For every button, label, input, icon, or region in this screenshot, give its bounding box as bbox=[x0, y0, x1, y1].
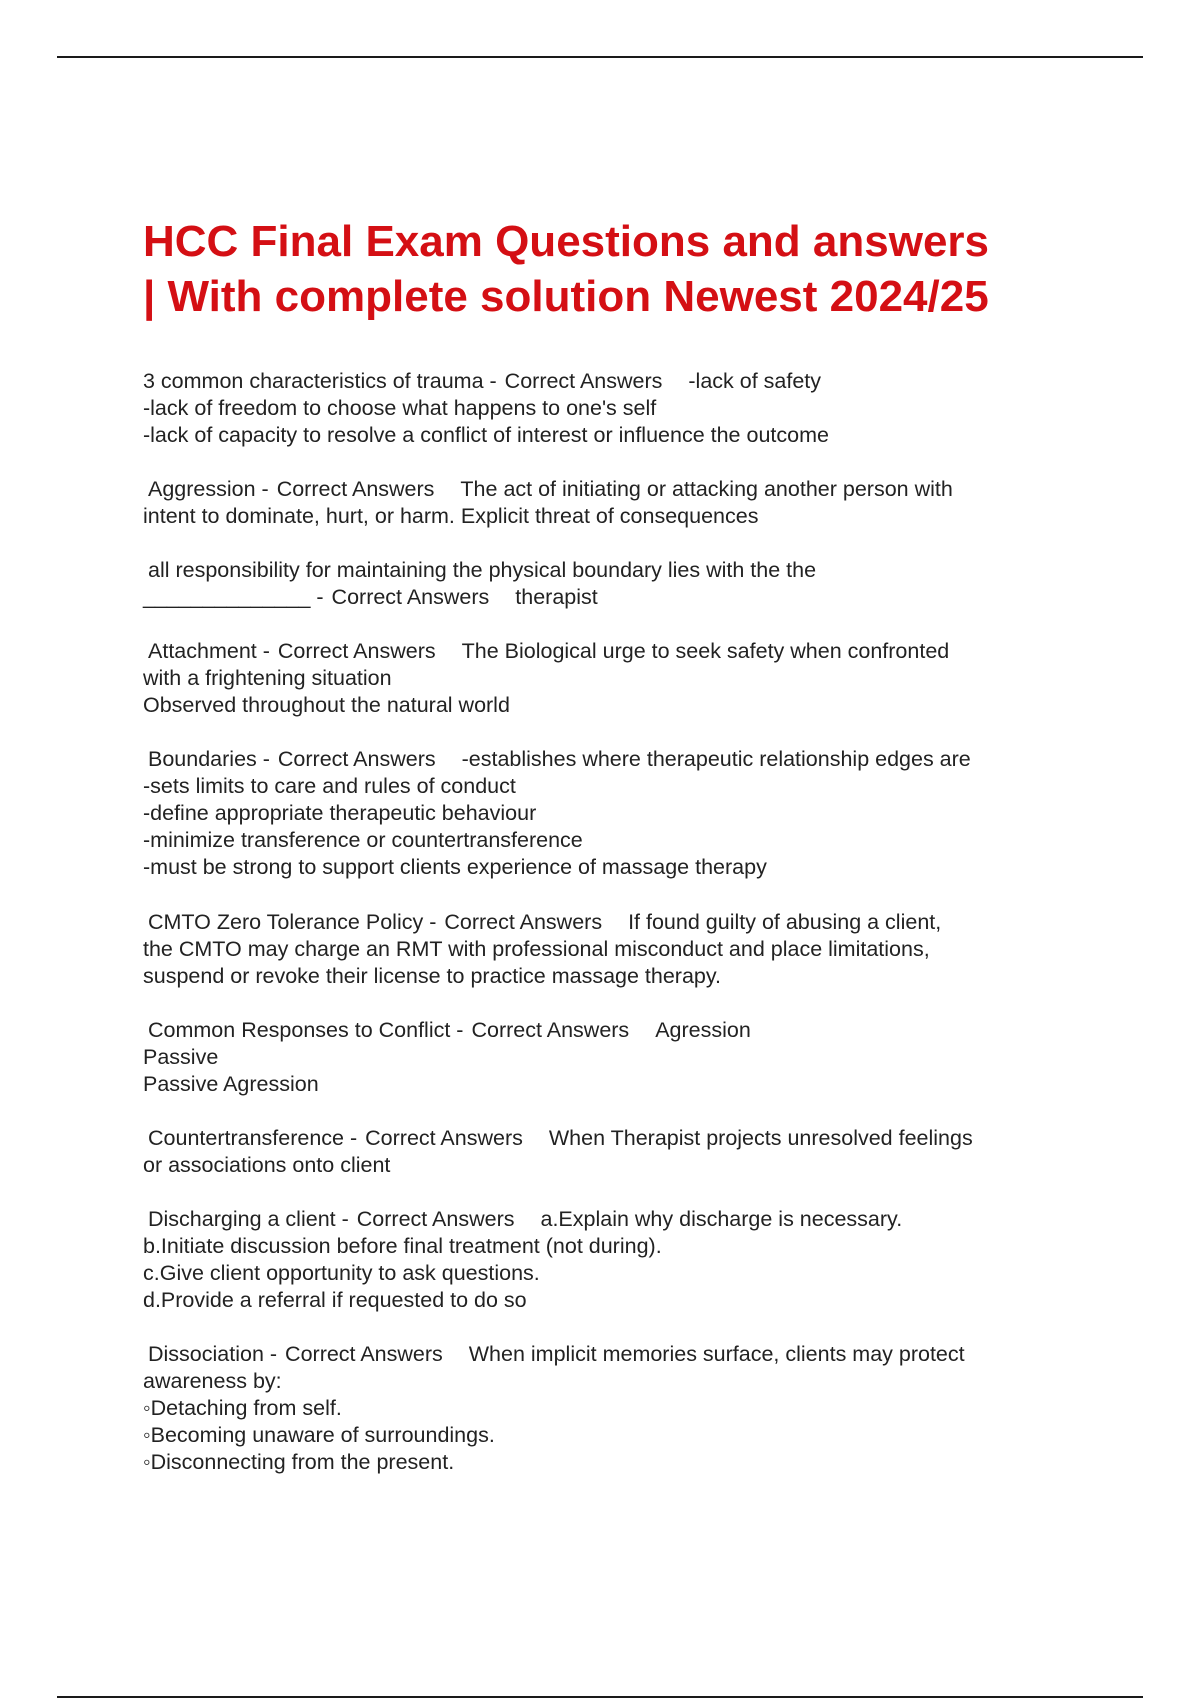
qa-answer-line: -define appropriate therapeutic behaviour bbox=[143, 801, 537, 825]
qa-label: Correct Answers bbox=[444, 910, 603, 934]
qa-entry-aggression bbox=[143, 476, 1083, 530]
qa-term-blank: ______________ - bbox=[143, 585, 324, 609]
qa-first-line bbox=[143, 1206, 1083, 1233]
qa-answer-line: d.Provide a referral if requested to do so bbox=[143, 1288, 527, 1312]
qa-label: Correct Answers bbox=[356, 1207, 515, 1231]
qa-answer-line: -minimize transference or countertransference bbox=[143, 828, 583, 852]
qa-label: Correct Answers bbox=[504, 369, 663, 393]
qa-answer-line: Observed throughout the natural world bbox=[143, 693, 510, 717]
qa-first-line bbox=[143, 909, 1083, 936]
qa-first-line bbox=[143, 1017, 1083, 1044]
qa-answer-line: ◦Becoming unaware of surroundings. bbox=[143, 1423, 495, 1447]
qa-term: Attachment - bbox=[148, 639, 270, 663]
qa-answer-line: b.Initiate discussion before final treatment (not during). bbox=[143, 1234, 662, 1258]
qa-label: Correct Answers bbox=[365, 1126, 523, 1150]
qa-answer-line: the CMTO may charge an RMT with professional misconduct and place limitations, bbox=[143, 937, 930, 961]
qa-term: Aggression - bbox=[148, 477, 269, 501]
qa-term: 3 common characteristics of trauma - bbox=[143, 369, 497, 393]
qa-first-line bbox=[143, 1125, 1083, 1152]
qa-first-line bbox=[143, 1341, 1083, 1368]
qa-term: CMTO Zero Tolerance Policy - bbox=[148, 910, 437, 934]
qa-term: Boundaries - bbox=[148, 747, 270, 771]
qa-answer-line: -establishes where therapeutic relationship edges are bbox=[461, 747, 971, 771]
title-line-2: | With complete solution Newest 2024/25 bbox=[143, 272, 989, 321]
qa-answer-line: Agression bbox=[655, 1018, 751, 1042]
qa-label: Correct Answers bbox=[331, 585, 490, 609]
qa-answer-line: a.Explain why discharge is necessary. bbox=[540, 1207, 903, 1231]
bottom-rule bbox=[57, 1696, 1143, 1698]
qa-term: all responsibility for maintaining the physical boundary lies with the the bbox=[148, 558, 817, 582]
top-rule bbox=[57, 56, 1143, 58]
qa-answer-line: The Biological urge to seek safety when confronted bbox=[461, 639, 950, 663]
qa-answer-line: The act of initiating or attacking another person with bbox=[460, 477, 953, 501]
qa-answer-line: ◦Disconnecting from the present. bbox=[143, 1450, 455, 1474]
qa-term: Countertransference - bbox=[148, 1126, 358, 1150]
qa-label: Correct Answers bbox=[277, 747, 436, 771]
qa-label: Correct Answers bbox=[276, 477, 435, 501]
qa-entry-boundaries bbox=[143, 746, 1083, 881]
qa-answer-line: -sets limits to care and rules of conduct bbox=[143, 774, 516, 798]
qa-label: Correct Answers bbox=[285, 1342, 443, 1366]
qa-label: Correct Answers bbox=[277, 639, 436, 663]
qa-first-line bbox=[143, 746, 1083, 773]
qa-answer-line: intent to dominate, hurt, or harm. Explicit threat of consequences bbox=[143, 504, 759, 528]
qa-answer-line: awareness by: bbox=[143, 1369, 282, 1393]
qa-answer-line: Passive Agression bbox=[143, 1072, 319, 1096]
qa-entry-countertransference bbox=[143, 1125, 1083, 1179]
qa-answer-line: When implicit memories surface, clients may protect bbox=[468, 1342, 965, 1366]
qa-answer-line: c.Give client opportunity to ask questions. bbox=[143, 1261, 540, 1285]
qa-answer-line: or associations onto client bbox=[143, 1153, 391, 1177]
qa-answer-line: suspend or revoke their license to practice massage therapy. bbox=[143, 964, 722, 988]
qa-answer-line: Passive bbox=[143, 1045, 219, 1069]
qa-entry-discharging bbox=[143, 1206, 1083, 1314]
qa-answer-line: ◦Detaching from self. bbox=[143, 1396, 342, 1420]
qa-answer-line: therapist bbox=[515, 585, 598, 609]
qa-entry-conflict-responses bbox=[143, 1017, 1083, 1098]
qa-term: Common Responses to Conflict - bbox=[148, 1018, 464, 1042]
title-line-1: HCC Final Exam Questions and answers bbox=[143, 217, 990, 266]
qa-entry-physical-boundary bbox=[143, 557, 1083, 611]
qa-answer-line: -lack of freedom to choose what happens to one's self bbox=[143, 396, 657, 420]
qa-entry-cmto-policy bbox=[143, 909, 1083, 990]
qa-term: Dissociation - bbox=[148, 1342, 278, 1366]
qa-first-line bbox=[143, 368, 1083, 395]
qa-label: Correct Answers bbox=[471, 1018, 630, 1042]
qa-second-line bbox=[143, 584, 1083, 611]
qa-entry-dissociation bbox=[143, 1341, 1083, 1476]
qa-answer-line: -lack of capacity to resolve a conflict of interest or influence the outcome bbox=[143, 423, 829, 447]
document-title bbox=[143, 214, 1063, 324]
qa-entry-trauma bbox=[143, 368, 1083, 449]
qa-first-line bbox=[143, 476, 1083, 503]
qa-first-line bbox=[143, 638, 1083, 665]
qa-entry-attachment bbox=[143, 638, 1083, 719]
qa-answer-line: -lack of safety bbox=[688, 369, 822, 393]
qa-answer-line: When Therapist projects unresolved feelings bbox=[548, 1126, 973, 1150]
qa-answer-line: If found guilty of abusing a client, bbox=[628, 910, 942, 934]
qa-term: Discharging a client - bbox=[148, 1207, 349, 1231]
qa-answer-line: -must be strong to support clients experience of massage therapy bbox=[143, 855, 767, 879]
qa-answer-line: with a frightening situation bbox=[143, 666, 392, 690]
